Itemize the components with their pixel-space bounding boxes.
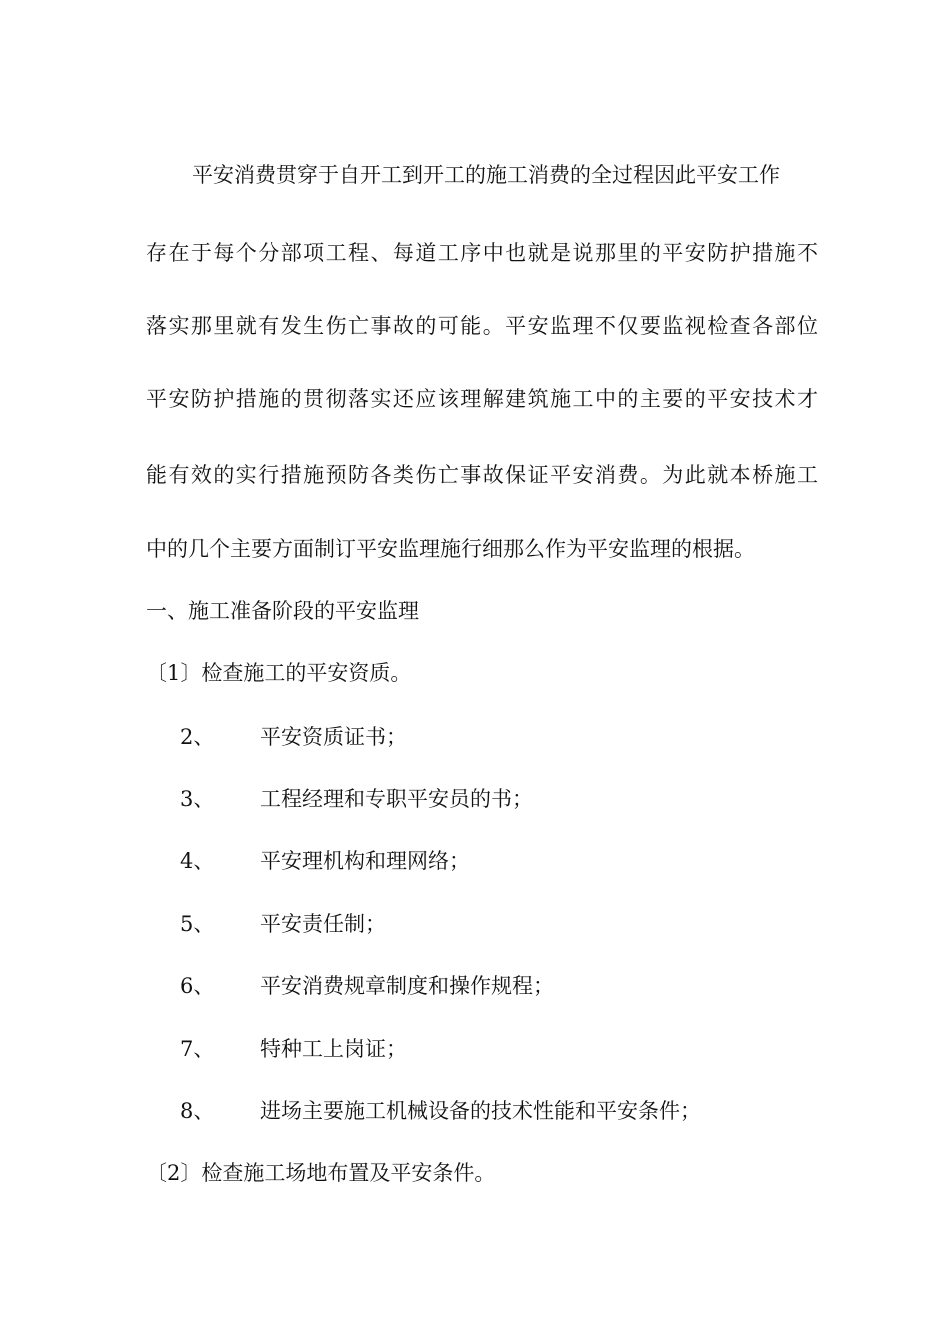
paragraph-line-3: 落实那里就有发生伤亡事故的可能。平安监理不仅要监视检查各部位 xyxy=(146,314,818,338)
list-item-number: 5、 xyxy=(180,912,215,936)
paragraph-line-2: 存在于每个分部项工程、每道工序中也就是说那里的平安防护措施不 xyxy=(146,241,818,265)
list-item xyxy=(180,971,554,1001)
section-heading: 一、施工准备阶段的平安监理 xyxy=(146,599,419,623)
list-item-text: 平安责任制； xyxy=(260,912,386,936)
list-item-text: 平安消费规章制度和操作规程； xyxy=(260,974,554,998)
list-item-text: 平安资质证书； xyxy=(260,725,407,749)
list-item xyxy=(180,909,386,939)
paragraph-line-6: 中的几个主要方面制订平安监理施行细那么作为平安监理的根据。 xyxy=(146,537,755,561)
list-item xyxy=(180,722,407,752)
list-item-number: 2、 xyxy=(180,725,215,749)
paragraph-line-4: 平安防护措施的贯彻落实还应该理解建筑施工中的主要的平安技术才 xyxy=(146,387,818,411)
list-item xyxy=(180,1034,407,1064)
list-item-number: 7、 xyxy=(180,1037,215,1061)
subsection-heading-2: 〔2〕检查施工场地布置及平安条件。 xyxy=(146,1161,496,1185)
list-item xyxy=(180,1096,701,1126)
subsection-heading-1: 〔1〕检查施工的平安资质。 xyxy=(146,661,412,685)
list-item-number: 3、 xyxy=(180,787,215,811)
list-item-text: 特种工上岗证； xyxy=(260,1037,407,1061)
paragraph-line-1: 平安消费贯穿于自开工到开工的施工消费的全过程因此平安工作 xyxy=(192,163,780,187)
list-item xyxy=(180,846,470,876)
list-item-number: 8、 xyxy=(180,1099,215,1123)
list-item-text: 工程经理和专职平安员的书； xyxy=(260,787,533,811)
list-item xyxy=(180,784,533,814)
list-item-text: 平安理机构和理网络； xyxy=(260,849,470,873)
list-item-number: 4、 xyxy=(180,849,215,873)
paragraph-line-5: 能有效的实行措施预防各类伤亡事故保证平安消费。为此就本桥施工 xyxy=(146,463,818,487)
list-item-number: 6、 xyxy=(180,974,215,998)
list-item-text: 进场主要施工机械设备的技术性能和平安条件； xyxy=(260,1099,701,1123)
